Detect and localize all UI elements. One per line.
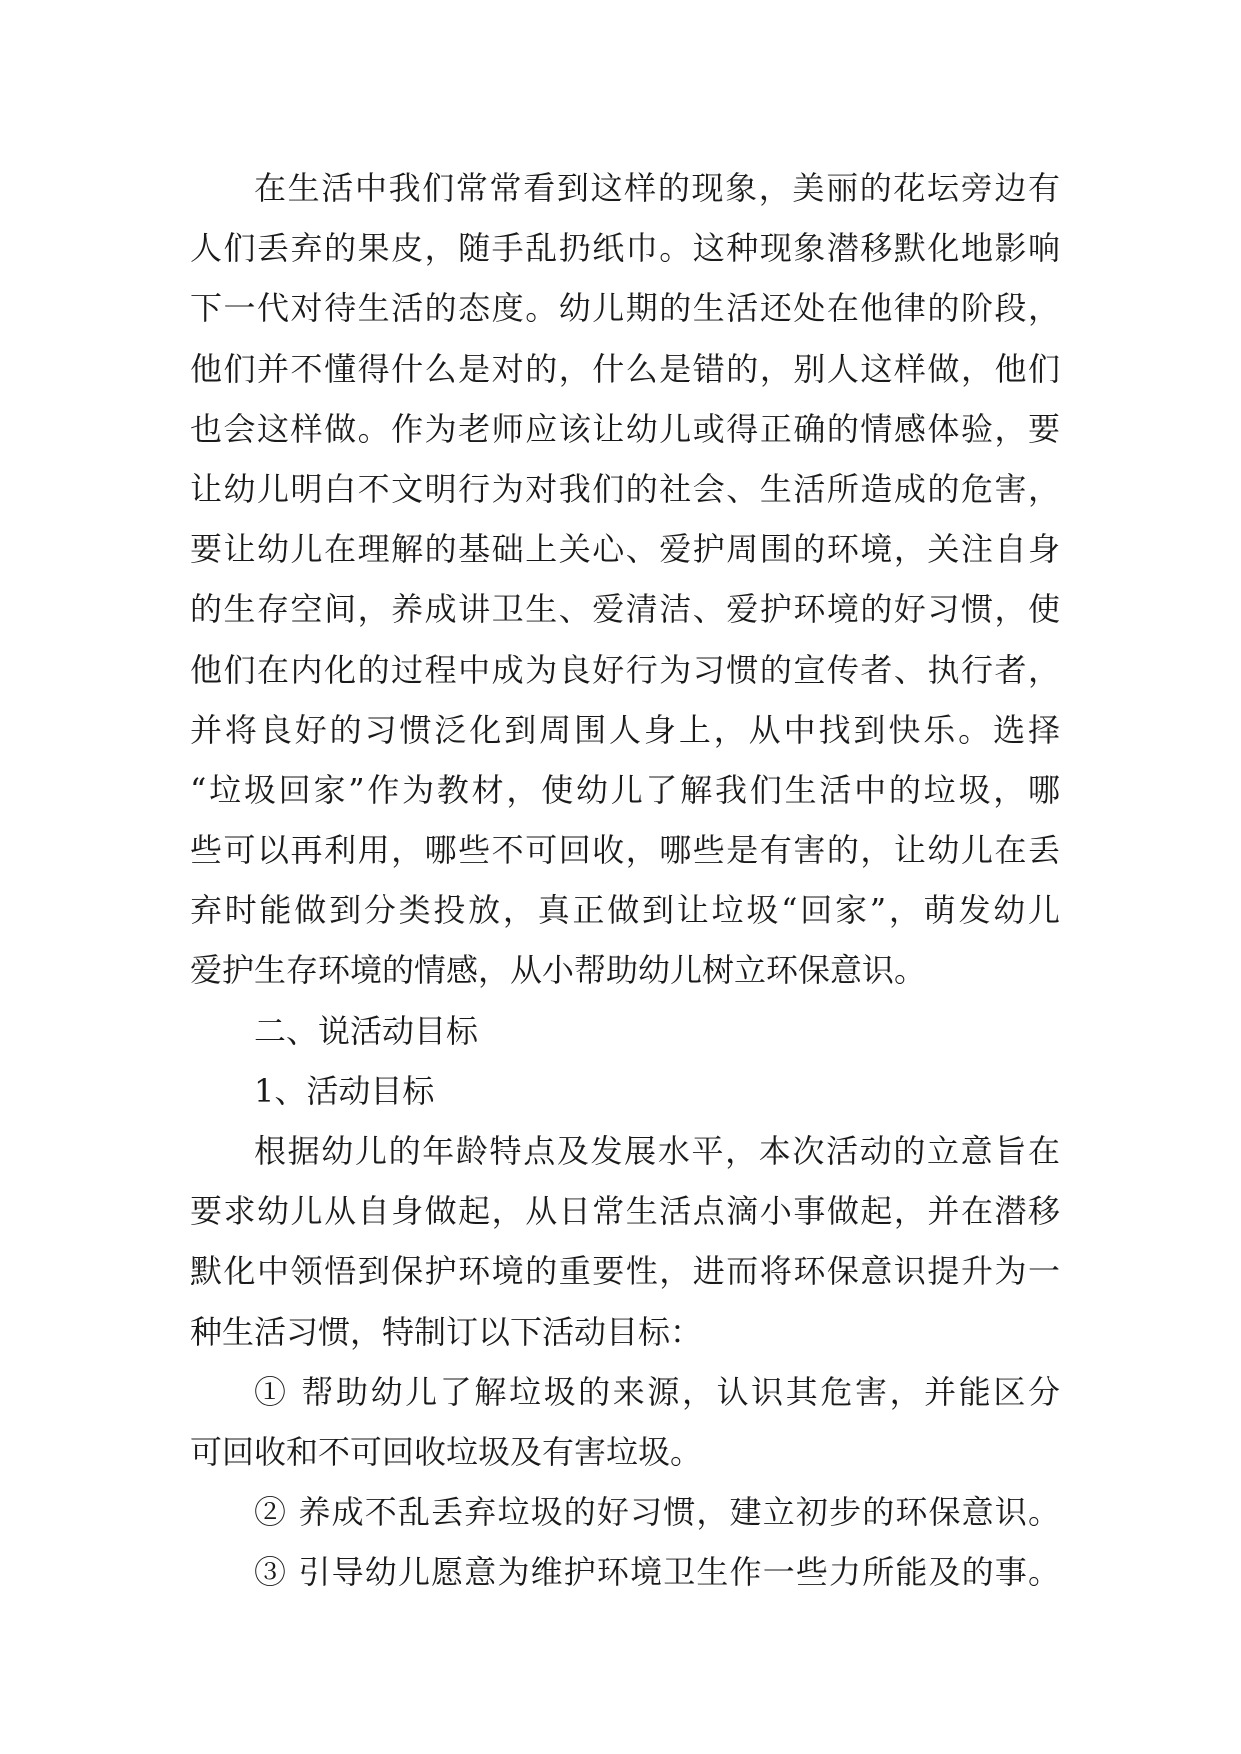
section-heading: 二、说活动目标	[254, 1011, 479, 1050]
paragraph-line: 他们并不懂得什么是对的，什么是错的，别人这样做，他们	[190, 349, 1060, 388]
paragraph-line: 爱护生存环境的情感，从小帮助幼儿树立环保意识。	[190, 951, 927, 990]
paragraph-line: 些可以再利用，哪些不可回收，哪些是有害的，让幼儿在丢	[190, 831, 1060, 870]
goal-item-1: ① 帮助幼儿了解垃圾的来源，认识其危害，并能区分	[254, 1372, 1060, 1411]
paragraph-line: 下一代对待生活的态度。幼儿期的生活还处在他律的阶段，	[190, 289, 1060, 328]
subsection-heading: 1、活动目标	[254, 1071, 435, 1110]
paragraph-line: 并将良好的习惯泛化到周围人身上，从中找到快乐。选择	[190, 710, 1060, 749]
goal-item-3: ③ 引导幼儿愿意为维护环境卫生作一些力所能及的事。	[254, 1553, 1060, 1592]
paragraph-line: 根据幼儿的年龄特点及发展水平，本次活动的立意旨在	[254, 1132, 1060, 1170]
paragraph-line: 也会这样做。作为老师应该让幼儿或得正确的情感体验，要	[190, 409, 1060, 448]
paragraph-line: 要让幼儿在理解的基础上关心、爱护周围的环境，关注自身	[190, 530, 1060, 569]
paragraph-line: 要求幼儿从自身做起，从日常生活点滴小事做起，并在潜移	[190, 1192, 1060, 1231]
paragraph-line: 在生活中我们常常看到这样的现象，美丽的花坛旁边有	[254, 169, 1060, 207]
paragraph-line: 默化中领悟到保护环境的重要性，进而将环保意识提升为一	[190, 1252, 1060, 1291]
paragraph-line: “垃圾回家”作为教材，使幼儿了解我们生活中的垃圾，哪	[190, 770, 1060, 809]
paragraph-line: 他们在内化的过程中成为良好行为习惯的宣传者、执行者，	[190, 650, 1060, 689]
paragraph-line: 弃时能做到分类投放，真正做到让垃圾“回家”，萌发幼儿	[190, 891, 1060, 930]
paragraph-line: 让幼儿明白不文明行为对我们的社会、生活所造成的危害，	[190, 469, 1060, 508]
goal-item-1-continued: 可回收和不可回收垃圾及有害垃圾。	[190, 1432, 703, 1471]
paragraph-line: 人们丢弃的果皮，随手乱扔纸巾。这种现象潜移默化地影响	[190, 229, 1060, 268]
document-body	[190, 158, 1060, 1603]
paragraph-line: 的生存空间，养成讲卫生、爱清洁、爱护环境的好习惯，使	[190, 590, 1060, 629]
goal-item-2: ② 养成不乱丢弃垃圾的好习惯，建立初步的环保意识。	[254, 1493, 1060, 1532]
paragraph-line: 种生活习惯，特制订以下活动目标：	[190, 1312, 703, 1351]
